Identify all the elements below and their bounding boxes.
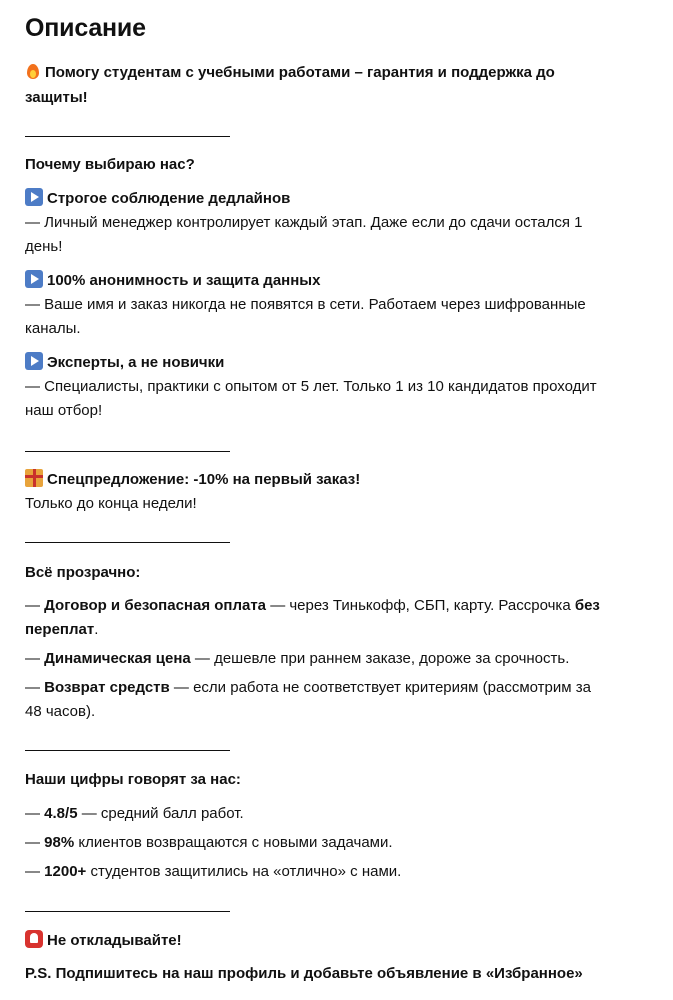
divider (25, 451, 230, 452)
page-title: Описание (25, 14, 146, 42)
transparent-item-cont: переплат. (25, 621, 99, 638)
divider (25, 911, 230, 912)
why-item-title: 100% анонимность и защита данных (25, 269, 320, 293)
offer-title: Спецпредложение: -10% на первый заказ! (25, 468, 360, 492)
divider (25, 136, 230, 137)
why-item-desc: наш отбор! (25, 402, 103, 419)
why-item-desc: день! (25, 238, 63, 255)
cta-ps: P.S. Подпишитесь на наш профиль и добавьте объявление в «Избранное» (25, 965, 583, 982)
gift-icon (25, 469, 43, 487)
why-item-title: Эксперты, а не новички (25, 351, 224, 375)
why-item-desc: — Специалисты, практики с опытом от 5 лет. Только 1 из 10 кандидатов проходит (25, 378, 597, 395)
intro-line-1: Помогу студентам с учебными работами – гарантия и поддержка до (25, 61, 555, 85)
why-item-title: Строгое соблюдение дедлайнов (25, 187, 290, 211)
siren-icon (25, 930, 43, 948)
transparent-heading: Всё прозрачно: (25, 564, 141, 581)
divider (25, 542, 230, 543)
why-item-desc: каналы. (25, 320, 81, 337)
divider (25, 750, 230, 751)
transparent-item-cont: 48 часов). (25, 703, 96, 720)
transparent-item: — Динамическая цена — дешевле при раннем заказе, дороже за срочность. (25, 650, 570, 667)
intro-line-2: защиты! (25, 89, 88, 106)
numbers-item: — 1200+ студентов защитились на «отлично» с нами. (25, 863, 402, 880)
cta-title: Не откладывайте! (25, 929, 182, 953)
why-item-desc: — Личный менеджер контролирует каждый этап. Даже если до сдачи остался 1 (25, 214, 583, 231)
why-item-desc: — Ваше имя и заказ никогда не появятся в сети. Работаем через шифрованные (25, 296, 586, 313)
transparent-item: — Возврат средств — если работа не соответствует критериям (рассмотрим за (25, 679, 591, 696)
numbers-item: — 4.8/5 — средний балл работ. (25, 805, 244, 822)
why-heading: Почему выбираю нас? (25, 156, 195, 173)
play-button-icon (25, 270, 43, 288)
transparent-item: — Договор и безопасная оплата — через Тинькофф, СБП, карту. Рассрочка без (25, 597, 600, 614)
play-button-icon (25, 352, 43, 370)
fire-icon (25, 62, 41, 80)
offer-subtitle: Только до конца недели! (25, 495, 197, 512)
play-button-icon (25, 188, 43, 206)
numbers-item: — 98% клиентов возвращаются с новыми задачами. (25, 834, 393, 851)
numbers-heading: Наши цифры говорят за нас: (25, 771, 241, 788)
